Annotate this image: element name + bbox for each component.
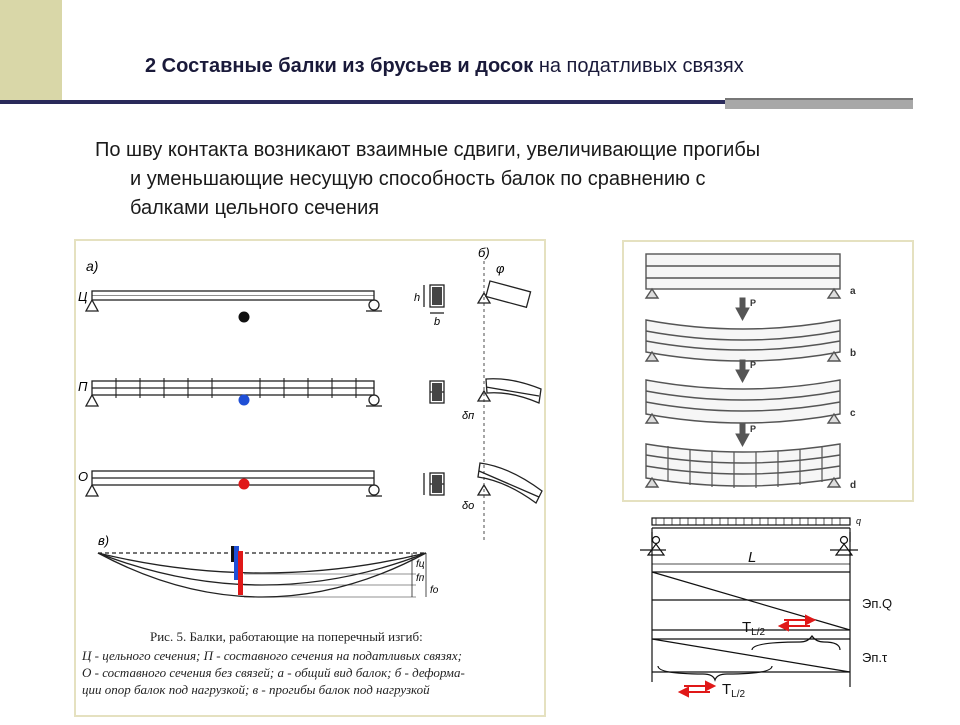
label-P-2: P <box>750 360 757 370</box>
caption-line-3: О - составного сечения без связей; а - общий вид балок; б - деформа- <box>82 665 465 680</box>
label-ep-q: Эп.Q <box>862 596 893 611</box>
slide-title <box>145 55 744 78</box>
caption-line-4: ции опор балок под нагрузкой; в - прогибы балок под нагрузкой <box>82 682 430 697</box>
title-normal: на податливых связях <box>533 55 744 77</box>
label-h: h <box>414 292 421 304</box>
body-line-2: и уменьшающие несущую способность балок по сравнению с <box>130 168 706 190</box>
corner-accent <box>0 0 62 104</box>
marker-black-dot <box>239 312 250 323</box>
figure-beams <box>74 239 546 717</box>
label-a: а) <box>86 258 99 274</box>
label-p: П <box>78 379 88 394</box>
figure-bending-stages <box>622 240 914 502</box>
label-b-dim: b <box>434 316 441 328</box>
marker-red-dot <box>239 479 250 490</box>
label-fp: fп <box>416 573 425 584</box>
title-bold: 2 Составные балки из брусьев и досок <box>145 55 534 77</box>
label-v: в) <box>98 533 110 548</box>
label-fts: fц <box>416 559 425 570</box>
body-line-1: По шву контакта возникают взаимные сдвиги, увеличивающие прогибы <box>95 139 761 161</box>
label-ep-tau: Эп.τ <box>862 650 888 665</box>
section-o-hatch <box>432 475 442 493</box>
label-b: б) <box>478 245 490 260</box>
label-ts: Ц <box>78 289 88 304</box>
body-text <box>95 136 925 223</box>
label-stage-b: b <box>850 348 857 359</box>
label-stage-d: d <box>850 480 857 491</box>
section-ts-hatch <box>432 287 442 305</box>
label-fo: fо <box>430 585 439 596</box>
caption-line-1: Рис. 5. Балки, работающие на поперечный изгиб: <box>150 629 423 644</box>
label-do: δо <box>462 500 475 512</box>
label-T-1: $T_{L/2}$ <box>742 619 766 638</box>
body-line-3: балками цельного сечения <box>130 197 380 219</box>
label-q: q <box>856 516 862 526</box>
title-rule-shadow <box>725 98 913 109</box>
label-stage-c: c <box>850 408 856 419</box>
label-L: L <box>748 549 757 566</box>
marker-blue-dot <box>239 395 250 406</box>
label-P-3: P <box>750 424 757 434</box>
diagram-shear <box>640 512 930 720</box>
deflection-bar-red <box>238 551 243 595</box>
section-p-hatch <box>432 383 442 401</box>
caption-line-2: Ц - цельного сечения; П - составного сечения на податливых связях; <box>82 648 463 663</box>
label-stage-a: a <box>850 286 856 297</box>
label-P-1: P <box>750 298 757 308</box>
title-rule <box>0 100 725 104</box>
label-phi: φ <box>496 261 505 276</box>
label-T-2: $T_{L/2}$ <box>722 681 746 700</box>
label-dp: δп <box>462 410 475 422</box>
label-o: О <box>78 469 89 484</box>
